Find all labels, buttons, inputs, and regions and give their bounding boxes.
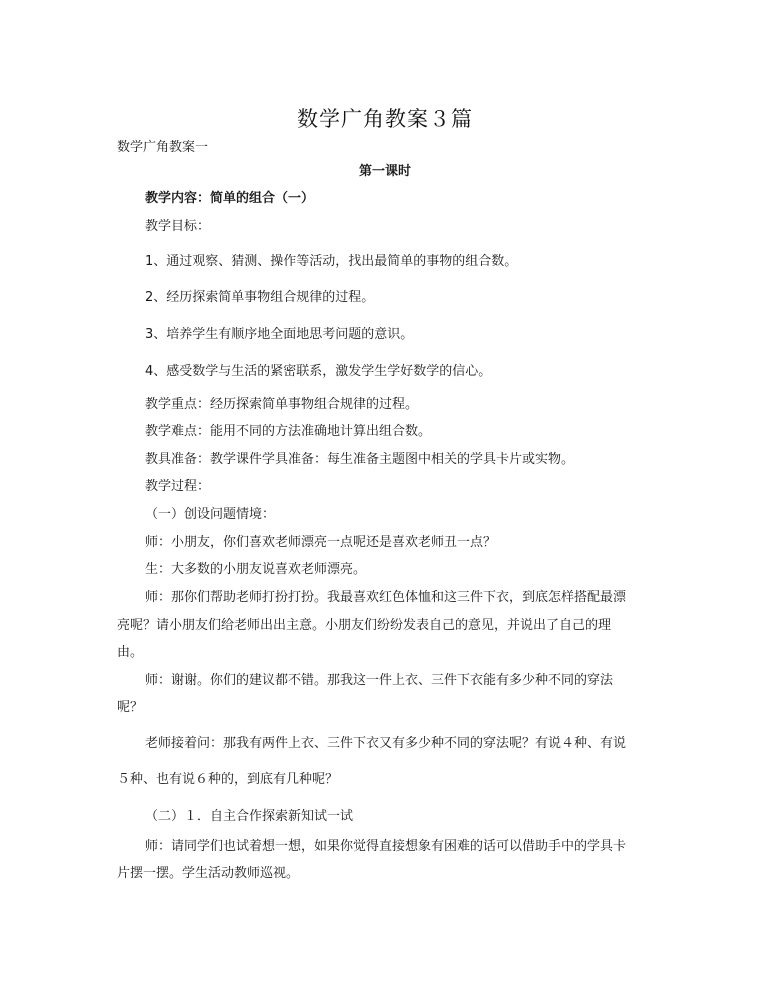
content-heading: 教学内容：简单的组合（一） xyxy=(145,191,315,206)
objectives-label: 教学目标： xyxy=(145,219,211,234)
paragraph: 老师接着问：那我有两件上衣、三件下衣又有多少种不同的穿法呢？有说４种、有说 xyxy=(145,736,627,751)
section-heading: 第一课时 xyxy=(358,164,411,179)
objective-item: 2、经历探索简单事物组合规律的过程。 xyxy=(145,290,375,305)
step-heading: （二）１．自主合作探索新知试一试 xyxy=(145,809,354,824)
paragraph: 由。 xyxy=(117,645,144,660)
document-subtitle: 数学广角教案一 xyxy=(117,140,209,155)
paragraph: 师：小朋友，你们喜欢老师漂亮一点呢还是喜欢老师丑一点？ xyxy=(145,535,497,550)
paragraph: 师：谢谢。你们的建议都不错。那我这一件上衣、三件下衣能有多少种不同的穿法 xyxy=(145,673,614,688)
objective-item: 4、感受数学与生活的紧密联系，激发学生学好数学的信心。 xyxy=(145,364,492,379)
paragraph: 生：大多数的小朋友说喜欢老师漂亮。 xyxy=(145,562,367,577)
step-heading: （一）创设问题情境： xyxy=(145,507,276,522)
document-title: 数学广角教案３篇 xyxy=(297,107,473,131)
process-label: 教学过程： xyxy=(145,479,211,494)
objective-item: 3、培养学生有顺序地全面地思考问题的意识。 xyxy=(145,327,414,342)
objective-item: 1、通过观察、猜测、操作等活动，找出最简单的事物的组合数。 xyxy=(145,254,518,269)
paragraph: 片摆一摆。学生活动教师巡视。 xyxy=(117,866,300,881)
paragraph: 师：那你们帮助老师打扮打扮。我最喜欢红色体恤和这三件下衣，到底怎样搭配最漂 xyxy=(145,590,627,605)
paragraph: ５种、也有说６种的，到底有几种呢？ xyxy=(117,772,339,787)
materials: 教具准备：教学课件学具准备：每生准备主题图中相关的学具卡片或实物。 xyxy=(145,452,575,467)
difficulty: 教学难点：能用不同的方法准确地计算出组合数。 xyxy=(145,424,432,439)
paragraph: 亮呢？请小朋友们给老师出出主意。小朋友们纷纷发表自己的意见，并说出了自己的理 xyxy=(117,618,612,633)
key-point: 教学重点：经历探索简单事物组合规律的过程。 xyxy=(145,397,419,412)
paragraph: 呢？ xyxy=(117,700,144,715)
paragraph: 师：请同学们也试着想一想，如果你觉得直接想象有困难的话可以借助手中的学具卡 xyxy=(145,839,627,854)
